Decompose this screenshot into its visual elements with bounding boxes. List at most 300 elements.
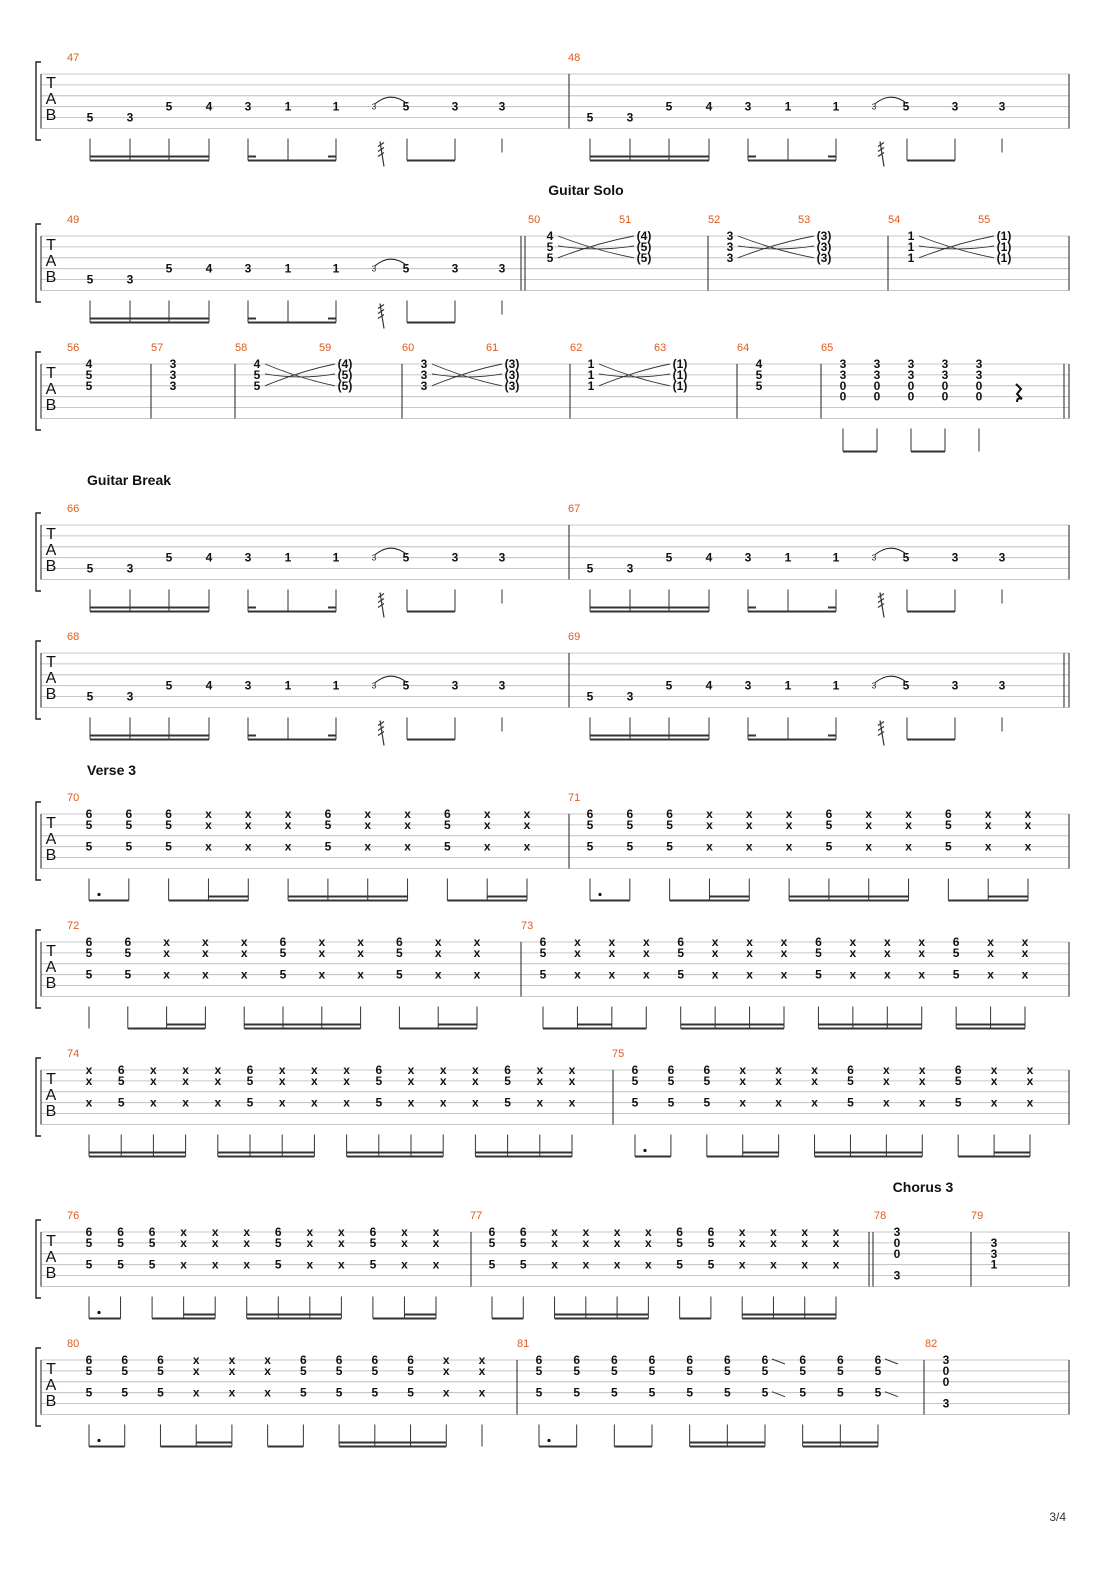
grace-stem xyxy=(878,142,884,167)
fret-number: x xyxy=(214,1063,222,1077)
fret-number: x xyxy=(85,1073,93,1088)
fret-number: x xyxy=(865,807,873,821)
fret-number: 5 xyxy=(902,678,910,693)
fret-number: 5 xyxy=(631,1073,639,1088)
measure-number: 72 xyxy=(67,920,80,932)
rhythm-dot xyxy=(97,1439,100,1442)
fret-number: x xyxy=(182,1063,189,1077)
fret-number: x xyxy=(811,1095,818,1110)
fret-number: 1 xyxy=(284,99,292,114)
fret-number: x xyxy=(849,967,857,982)
fret-number: 1 xyxy=(832,678,840,693)
fret-number: 5 xyxy=(121,1363,129,1378)
fret-number: (4) xyxy=(636,229,652,243)
fret-number: x xyxy=(811,1073,818,1088)
fret-number: x xyxy=(990,1073,998,1088)
fret-number: x xyxy=(205,817,212,832)
tab-clef-letter: B xyxy=(45,107,57,124)
fret-number: 3 xyxy=(126,272,134,287)
tab-clef-letter: A xyxy=(45,542,57,559)
fret-number: 4 xyxy=(85,357,93,371)
fret-number: x xyxy=(642,945,650,960)
fret-number: 6 xyxy=(954,1063,962,1077)
fret-number: 5 xyxy=(165,99,173,114)
fret-number: 1 xyxy=(284,550,292,565)
measure-number: 49 xyxy=(67,214,80,226)
fret-number: x xyxy=(472,1095,479,1110)
fret-number: 5 xyxy=(157,1363,164,1378)
tab-clef-letter: A xyxy=(45,381,57,398)
fret-number: x xyxy=(211,1225,219,1239)
fret-number: 5 xyxy=(755,378,763,393)
tab-clef-letter: A xyxy=(45,1377,57,1394)
fret-number: 0 xyxy=(873,389,881,404)
fret-number: 3 xyxy=(951,678,959,693)
fret-number: 1 xyxy=(332,261,340,276)
fret-number: 6 xyxy=(124,935,132,949)
fret-number: x xyxy=(284,817,292,832)
beam xyxy=(247,1314,342,1316)
tie xyxy=(738,246,814,249)
fret-number: 6 xyxy=(686,1353,694,1367)
fret-number: x xyxy=(739,1095,747,1110)
fret-number: x xyxy=(918,1063,926,1077)
tab-clef-letter: B xyxy=(45,269,57,286)
fret-number: x xyxy=(883,945,891,960)
fret-number: x xyxy=(574,945,581,960)
grace-note: 3 xyxy=(371,553,377,563)
fret-number: x xyxy=(523,839,531,854)
beam xyxy=(89,900,129,902)
fret-number: 3 xyxy=(244,550,252,565)
fret-number: 6 xyxy=(300,1353,307,1367)
fret-number: x xyxy=(228,1363,236,1378)
fret-number: 5 xyxy=(665,550,673,565)
fret-number: x xyxy=(404,817,411,832)
system-bracket xyxy=(36,641,41,719)
fret-number: (5) xyxy=(636,239,652,254)
fret-number: 3 xyxy=(498,550,506,565)
fret-number: 5 xyxy=(274,1235,282,1250)
fret-number: 3 xyxy=(951,550,959,565)
fret-number: 3 xyxy=(975,357,983,371)
fret-number: x xyxy=(284,839,292,854)
fret-number: x xyxy=(523,807,531,821)
beam xyxy=(590,900,630,902)
beam xyxy=(128,1028,206,1030)
measure-number: 63 xyxy=(654,342,667,354)
fret-number: x xyxy=(211,1235,219,1250)
fret-number: x xyxy=(642,967,650,982)
fret-number: x xyxy=(442,1385,450,1400)
measure-number: 68 xyxy=(67,631,80,643)
fret-number: x xyxy=(432,1235,440,1250)
fret-number: 1 xyxy=(284,678,292,693)
fret-number: 0 xyxy=(942,1363,950,1378)
beam xyxy=(590,156,709,158)
beam xyxy=(407,322,455,324)
grace-note: 3 xyxy=(371,264,377,274)
fret-number: x xyxy=(243,1235,251,1250)
fret-number: x xyxy=(364,839,372,854)
fret-number: 6 xyxy=(815,935,822,949)
beam xyxy=(907,611,955,613)
fret-number: x xyxy=(264,1353,271,1367)
fret-number: 3 xyxy=(420,367,428,382)
fret-number: 5 xyxy=(85,1257,93,1272)
fret-number: 3 xyxy=(726,250,734,265)
fret-number: x xyxy=(434,935,442,949)
fret-number: 4 xyxy=(705,678,713,693)
fret-number: 5 xyxy=(488,1257,496,1272)
fret-number: x xyxy=(738,1225,746,1239)
fret-number: x xyxy=(244,817,252,832)
measure-number: 56 xyxy=(67,342,80,354)
beam xyxy=(328,318,336,320)
fret-number: 5 xyxy=(402,99,410,114)
grace-note: 3 xyxy=(371,681,377,691)
fret-number: 5 xyxy=(402,261,410,276)
fret-number: x xyxy=(990,1095,998,1110)
fret-number: x xyxy=(918,935,926,949)
fret-number: x xyxy=(472,1073,479,1088)
fret-number: 0 xyxy=(975,389,983,404)
beam xyxy=(543,1028,646,1030)
fret-number: x xyxy=(905,807,912,821)
measure-number: 80 xyxy=(67,1338,80,1350)
fret-number: x xyxy=(865,817,873,832)
fret-number: 3 xyxy=(626,110,634,125)
tie xyxy=(432,374,502,377)
fret-number: x xyxy=(849,945,857,960)
grace-stem xyxy=(378,593,384,618)
fret-number: x xyxy=(536,1063,544,1077)
fret-number: x xyxy=(832,1225,840,1239)
fret-number: 1 xyxy=(587,367,595,382)
fret-number: 3 xyxy=(420,357,428,371)
tie xyxy=(919,246,994,249)
beam xyxy=(743,1152,779,1154)
section-label: Verse 3 xyxy=(87,762,137,778)
grace-stem xyxy=(378,304,384,329)
fret-number: 5 xyxy=(546,239,554,254)
beam xyxy=(90,160,209,162)
fret-number: x xyxy=(318,935,326,949)
fret-number: x xyxy=(883,1073,890,1088)
fret-number: x xyxy=(801,1257,809,1272)
fret-number: 3 xyxy=(893,1268,901,1283)
fret-number: 5 xyxy=(952,945,960,960)
beam xyxy=(748,611,836,613)
fret-number: 5 xyxy=(85,378,93,393)
fret-number: 5 xyxy=(799,1385,807,1400)
fret-number: 6 xyxy=(648,1353,656,1367)
fret-number: 5 xyxy=(371,1385,379,1400)
fret-number: x xyxy=(214,1073,222,1088)
fret-number: 5 xyxy=(85,367,93,382)
beam xyxy=(288,900,407,902)
fret-number: 5 xyxy=(504,1095,511,1110)
fret-number: x xyxy=(404,839,411,854)
fret-number: 5 xyxy=(847,1095,854,1110)
fret-number: 6 xyxy=(85,1353,93,1367)
fret-number: x xyxy=(738,1235,746,1250)
fret-number: 5 xyxy=(586,561,594,576)
fret-number: x xyxy=(739,1073,747,1088)
fret-number: x xyxy=(990,1063,998,1077)
rhythm-dot xyxy=(598,893,601,896)
beam xyxy=(748,735,756,737)
fret-number: 6 xyxy=(369,1225,377,1239)
fret-number: 5 xyxy=(648,1385,656,1400)
fret-number: 4 xyxy=(546,229,554,243)
fret-number: 3 xyxy=(451,550,459,565)
fret-number: 5 xyxy=(488,1235,496,1250)
fret-number: 6 xyxy=(676,1225,683,1239)
beam xyxy=(748,607,756,609)
fret-number: x xyxy=(775,1073,782,1088)
fret-number: 5 xyxy=(85,1235,93,1250)
fret-number: x xyxy=(473,945,481,960)
fret-number: x xyxy=(1026,1063,1034,1077)
fret-number: 1 xyxy=(832,550,840,565)
fret-number: x xyxy=(775,1095,782,1110)
fret-number: x xyxy=(801,1225,809,1239)
beam xyxy=(948,900,1028,902)
fret-number: 6 xyxy=(444,807,451,821)
beam xyxy=(843,451,877,453)
fret-number: 5 xyxy=(300,1385,307,1400)
fret-number: x xyxy=(150,1073,157,1088)
fret-number: x xyxy=(311,1095,318,1110)
beam xyxy=(90,611,209,613)
fret-number: 5 xyxy=(874,1385,882,1400)
fret-number: x xyxy=(483,839,491,854)
fret-number: x xyxy=(883,1063,890,1077)
measure-number: 67 xyxy=(568,503,581,515)
fret-number: 3 xyxy=(998,678,1006,693)
tie xyxy=(599,374,670,377)
fret-number: 5 xyxy=(761,1363,769,1378)
fret-number: 5 xyxy=(703,1073,711,1088)
section-label: Guitar Solo xyxy=(548,182,624,198)
fret-number: 4 xyxy=(755,357,763,371)
beam xyxy=(742,1314,836,1316)
fret-number: 5 xyxy=(677,967,685,982)
beam xyxy=(789,896,908,898)
fret-number: x xyxy=(1021,935,1029,949)
tab-clef-letter: A xyxy=(45,91,57,108)
fret-number: 3 xyxy=(941,367,949,382)
beam xyxy=(635,1156,671,1158)
fret-number: x xyxy=(780,945,788,960)
tab-clef-letter: A xyxy=(45,831,57,848)
beam xyxy=(339,1446,446,1448)
tab-clef-letter: T xyxy=(46,654,56,671)
beam xyxy=(184,1314,216,1316)
fret-number: x xyxy=(338,1225,345,1239)
fret-number: 5 xyxy=(274,1257,282,1272)
fret-number: x xyxy=(832,1235,840,1250)
beam xyxy=(590,611,709,613)
fret-number: 3 xyxy=(839,367,847,382)
section-label: Chorus 3 xyxy=(892,1179,954,1195)
fret-number: x xyxy=(182,1095,189,1110)
fret-number: 5 xyxy=(117,1257,124,1272)
beam xyxy=(555,1314,649,1316)
fret-number: x xyxy=(918,945,926,960)
measure-number: 66 xyxy=(67,503,80,515)
fret-number: x xyxy=(407,1095,415,1110)
fret-number: 4 xyxy=(705,99,713,114)
fret-number: 5 xyxy=(667,1073,675,1088)
fret-number: x xyxy=(163,967,170,982)
fret-number: 3 xyxy=(169,357,177,371)
fret-number: x xyxy=(770,1235,777,1250)
fret-number: x xyxy=(745,839,753,854)
fret-number: 5 xyxy=(407,1385,414,1400)
fret-number: 5 xyxy=(703,1095,711,1110)
beam xyxy=(89,1446,125,1448)
tie xyxy=(558,246,634,249)
fret-number: 5 xyxy=(253,367,261,382)
fret-number: 3 xyxy=(169,367,177,382)
fret-number: x xyxy=(163,935,170,949)
fret-number: x xyxy=(574,935,581,949)
fret-number: x xyxy=(746,945,753,960)
fret-number: 3 xyxy=(744,550,752,565)
fret-number: 5 xyxy=(519,1257,527,1272)
fret-number: x xyxy=(1026,1095,1034,1110)
fret-number: 1 xyxy=(332,550,340,565)
fret-number: x xyxy=(278,1095,286,1110)
fret-number: x xyxy=(401,1257,408,1272)
beam xyxy=(373,1318,436,1320)
tab-clef-letter: T xyxy=(46,943,56,960)
rhythm-dot xyxy=(547,1439,550,1442)
grace-note: 3 xyxy=(371,102,377,112)
beam xyxy=(407,160,455,162)
fret-number: 5 xyxy=(610,1385,618,1400)
beam xyxy=(590,607,709,609)
fret-number: 1 xyxy=(907,229,915,243)
fret-number: 6 xyxy=(375,1063,383,1077)
fret-number: 5 xyxy=(85,945,93,960)
fret-number: x xyxy=(240,945,248,960)
fret-number: 5 xyxy=(371,1363,379,1378)
fret-number: 0 xyxy=(873,378,881,393)
fret-number: 5 xyxy=(279,945,287,960)
fret-number: 5 xyxy=(707,1257,715,1272)
measure-number: 59 xyxy=(319,342,332,354)
fret-number: x xyxy=(478,1353,486,1367)
fret-number: 5 xyxy=(686,1363,694,1378)
fret-number: (5) xyxy=(337,378,353,393)
fret-number: x xyxy=(240,967,248,982)
tab-clef-letter: B xyxy=(45,1265,57,1282)
fret-number: x xyxy=(243,1257,251,1272)
fret-number: 3 xyxy=(126,110,134,125)
beam xyxy=(956,1024,1025,1026)
fret-number: 5 xyxy=(335,1385,343,1400)
fret-number: x xyxy=(574,967,581,982)
beam xyxy=(248,318,256,320)
fret-number: x xyxy=(523,817,531,832)
fret-number: x xyxy=(1021,967,1029,982)
fret-number: x xyxy=(472,1063,479,1077)
system-bracket xyxy=(36,802,41,880)
tab-clef-letter: T xyxy=(46,1233,56,1250)
fret-number: 5 xyxy=(124,945,132,960)
fret-number: x xyxy=(401,1235,408,1250)
beam xyxy=(218,1152,315,1154)
fret-number: 4 xyxy=(253,357,261,371)
beam xyxy=(347,1156,444,1158)
fret-number: x xyxy=(711,935,719,949)
beam xyxy=(248,611,336,613)
fret-number: 5 xyxy=(300,1363,307,1378)
system-bracket xyxy=(36,62,41,140)
fret-number: 6 xyxy=(504,1063,511,1077)
fret-number: x xyxy=(228,1385,236,1400)
fret-number: 0 xyxy=(907,378,915,393)
fret-number: x xyxy=(613,1225,621,1239)
fret-number: x xyxy=(163,945,170,960)
measure-number: 62 xyxy=(570,342,583,354)
fret-number: 5 xyxy=(666,839,673,854)
fret-number: x xyxy=(228,1353,236,1367)
fret-number: 5 xyxy=(874,1363,882,1378)
fret-number: 5 xyxy=(324,839,332,854)
fret-number: 0 xyxy=(941,389,949,404)
tab-clef-letter: B xyxy=(45,1103,57,1120)
tab-clef-letter: B xyxy=(45,847,57,864)
measure-number: 77 xyxy=(470,1210,483,1222)
fret-number: 1 xyxy=(784,99,792,114)
fret-number: 5 xyxy=(165,839,172,854)
beam xyxy=(328,607,336,609)
fret-number: x xyxy=(865,839,873,854)
fret-number: (1) xyxy=(672,357,688,371)
fret-number: 5 xyxy=(165,550,173,565)
fret-number: x xyxy=(439,1095,447,1110)
fret-number: 5 xyxy=(667,1095,675,1110)
beam xyxy=(681,1028,784,1030)
fret-number: 3 xyxy=(726,239,734,254)
fret-number: x xyxy=(432,1257,440,1272)
beam xyxy=(248,607,256,609)
fret-number: 3 xyxy=(244,261,252,276)
measure-number: 47 xyxy=(67,52,80,64)
measure-number: 78 xyxy=(874,1210,887,1222)
fret-number: 5 xyxy=(686,1385,694,1400)
fret-number: x xyxy=(832,1257,840,1272)
fret-number: x xyxy=(984,807,992,821)
fret-number: x xyxy=(364,817,372,832)
fret-number: x xyxy=(357,967,364,982)
fret-number: 5 xyxy=(85,1385,93,1400)
fret-number: x xyxy=(608,945,616,960)
fret-number: x xyxy=(306,1235,314,1250)
beam xyxy=(248,739,336,741)
fret-number: x xyxy=(192,1363,200,1378)
fret-number: 5 xyxy=(676,1257,683,1272)
fret-number: 5 xyxy=(535,1385,543,1400)
fret-number: x xyxy=(582,1257,590,1272)
fret-number: x xyxy=(439,1063,447,1077)
system-bracket xyxy=(36,513,41,591)
fret-number: 1 xyxy=(332,99,340,114)
